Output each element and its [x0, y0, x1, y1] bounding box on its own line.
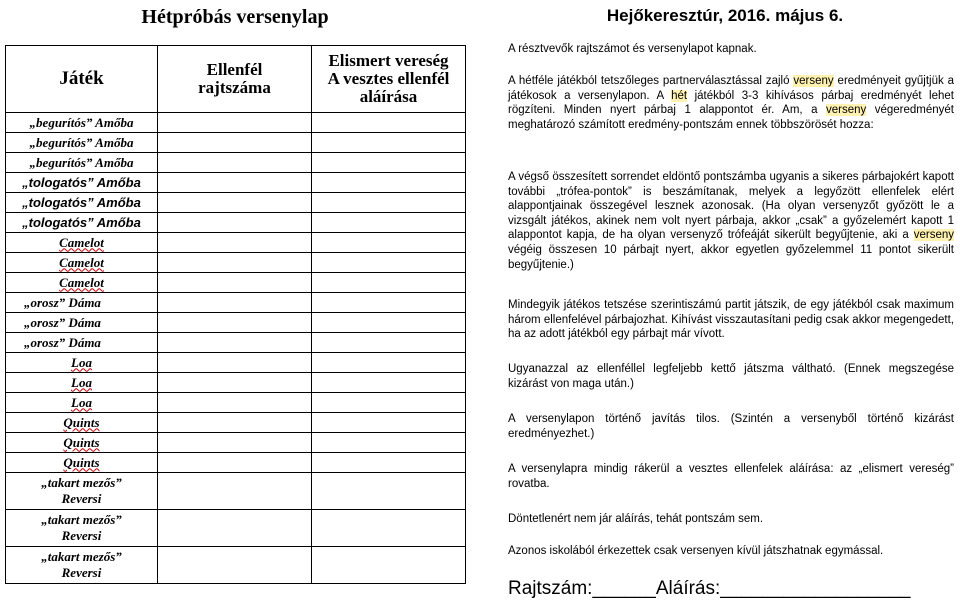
signature-cell[interactable]: [312, 453, 466, 473]
score-sheet: [0, 0, 470, 608]
game-name-cell: „tologatós” Amőba: [6, 193, 158, 213]
opponent-number-cell[interactable]: [158, 213, 312, 233]
opponent-number-cell[interactable]: [158, 113, 312, 133]
table-row: [6, 547, 466, 584]
opponent-number-cell[interactable]: [158, 373, 312, 393]
game-name-cell: „tologatós” Amőba: [6, 213, 158, 233]
opponent-number-cell[interactable]: [158, 510, 312, 547]
opponent-number-cell[interactable]: [158, 473, 312, 510]
table-row: [6, 433, 466, 453]
opponent-number-cell[interactable]: [158, 353, 312, 373]
signature-cell[interactable]: [312, 173, 466, 193]
rule-paragraph-4: Mindegyik játékos tetszése szerintiszámú partit játszik, de egy játékból csak maximum három ellenfelével párbajozhat. Kihívást visszautasítani pedig csak akkor megengedett, ha az adott játékból egy párbajt már vívott.: [508, 299, 954, 341]
signature-cell[interactable]: [312, 153, 466, 173]
place-date: Hejőkeresztúr, 2016. május 6.: [606, 6, 844, 25]
opponent-number-cell[interactable]: [158, 253, 312, 273]
table-row: [6, 353, 466, 373]
table-row: [6, 333, 466, 353]
game-name-cell: Camelot: [6, 253, 158, 273]
game-name-cell: „tologatós” Amőba: [6, 173, 158, 193]
signature-cell[interactable]: [312, 413, 466, 433]
rule-paragraph-2: A hétféle játékból tetszőleges partnerválasztással zajló verseny eredményeit gyűjtjük a játékosok a versenylapon. A hét játékból 3-3 kihívásos párbaj eredményét lehet rögzíteni. Minden nyert párbaj 1 alappontot ér. Am, a verseny végeredményét meghatározó számított eredmény-pontszám ennek többszörösét hozza:: [508, 75, 954, 131]
rule-paragraph-7: A versenylapra mindig rákerül a vesztes ellenfelek aláírása: az „elismert vereség” rovatba.: [508, 463, 954, 490]
table-row: [6, 453, 466, 473]
table-row: [6, 193, 466, 213]
table-row: [6, 373, 466, 393]
game-name-cell: „orosz” Dáma: [6, 333, 158, 353]
header-game: Játék: [6, 46, 158, 113]
game-name-cell: Loa: [6, 373, 158, 393]
signature-cell[interactable]: [312, 113, 466, 133]
signature-cell[interactable]: [312, 233, 466, 253]
signature-cell[interactable]: [312, 353, 466, 373]
header-signature: Elismert vereség A vesztes ellenfél aláírása: [312, 46, 466, 113]
table-row: [6, 153, 466, 173]
game-name-cell: „orosz” Dáma: [6, 313, 158, 333]
signature-cell[interactable]: [312, 293, 466, 313]
game-name-cell: „takart mezős” Reversi: [6, 547, 158, 584]
table-row: [6, 253, 466, 273]
opponent-number-cell[interactable]: [158, 333, 312, 353]
game-name-cell: Loa: [6, 353, 158, 373]
rule-paragraph-1: A résztvevők rajtszámot és versenylapot kapnak.: [508, 43, 757, 55]
rule-paragraph-5: Ugyanazzal az ellenféllel legfeljebb kettő játszma váltható. (Ennek megszegése kizárást von maga után.): [508, 363, 954, 390]
signature-cell[interactable]: [312, 273, 466, 293]
signature-cell[interactable]: [312, 133, 466, 153]
game-name-cell: Loa: [6, 393, 158, 413]
table-row: [6, 133, 466, 153]
game-name-cell: Camelot: [6, 233, 158, 253]
opponent-number-cell[interactable]: [158, 133, 312, 153]
table-row: [6, 173, 466, 193]
game-name-cell: „orosz” Dáma: [6, 293, 158, 313]
signature-cell[interactable]: [312, 393, 466, 413]
opponent-number-cell[interactable]: [158, 433, 312, 453]
game-name-cell: Camelot: [6, 273, 158, 293]
table-row: [6, 393, 466, 413]
game-name-cell: „begurítós” Amőba: [6, 133, 158, 153]
opponent-number-cell[interactable]: [158, 393, 312, 413]
sheet-title: Hétpróbás versenylap: [141, 6, 329, 28]
table-row: [6, 413, 466, 433]
opponent-number-cell[interactable]: [158, 413, 312, 433]
opponent-number-cell[interactable]: [158, 233, 312, 253]
table-row: [6, 113, 466, 133]
opponent-number-cell[interactable]: [158, 547, 312, 584]
table-row: [6, 213, 466, 233]
opponent-number-cell[interactable]: [158, 193, 312, 213]
table-row: [6, 293, 466, 313]
rules-sheet: [490, 0, 960, 608]
opponent-number-cell[interactable]: [158, 173, 312, 193]
signature-cell[interactable]: [312, 313, 466, 333]
game-name-cell: „begurítós” Amőba: [6, 153, 158, 173]
table-row: [6, 273, 466, 293]
opponent-number-cell[interactable]: [158, 273, 312, 293]
table-row: [6, 233, 466, 253]
game-name-cell: „takart mezős” Reversi: [6, 510, 158, 547]
signature-cell[interactable]: [312, 193, 466, 213]
signature-cell[interactable]: [312, 253, 466, 273]
score-table: [5, 45, 466, 584]
opponent-number-cell[interactable]: [158, 313, 312, 333]
game-name-cell: Quints: [6, 433, 158, 453]
game-name-cell: „takart mezős” Reversi: [6, 473, 158, 510]
rule-paragraph-8: Döntetlenért nem jár aláírás, tehát pontszám sem.: [508, 513, 764, 525]
rule-paragraph-9: Azonos iskolából érkezettek csak versenyen kívül játszhatnak egymással.: [508, 545, 884, 557]
table-row: [6, 313, 466, 333]
table-row: [6, 510, 466, 547]
signature-cell[interactable]: [312, 433, 466, 453]
signature-cell[interactable]: [312, 547, 466, 584]
signature-cell[interactable]: [312, 213, 466, 233]
opponent-number-cell[interactable]: [158, 453, 312, 473]
game-name-cell: Quints: [6, 453, 158, 473]
opponent-number-cell[interactable]: [158, 293, 312, 313]
game-name-cell: Quints: [6, 413, 158, 433]
start-number-signature-line: Rajtszám:______Aláírás:__________________: [508, 578, 911, 599]
rule-paragraph-6: A versenylapon történő javítás tilos. (Szintén a versenyből történő kizárást eredményezhet.): [508, 413, 954, 440]
header-opponent: Ellenfél rajtszáma: [158, 46, 312, 113]
signature-cell[interactable]: [312, 510, 466, 547]
opponent-number-cell[interactable]: [158, 153, 312, 173]
rule-paragraph-3: A végső összesített sorrendet eldöntő pontszámba ugyanis a sikeres párbajokért kapott további „trófea-pontok” is beszámítanak, melyek a legyőzött ellenfelek elért alappontjainak összegével lesznek azonosak. (Ha olyan versenyzőt győzött le a vizsgált játékos, akinek nem volt nyert párbaja, akkor „csak” a győzelemért kapott 1 alappontot kapja, de ha olyan versenyző trófeáját sikerült begyűjtenie, aki a verseny végéig összesen 10 párbajt nyert, akkor egyetlen győzelemmel 11 pontot sikerült begyűjtenie.): [508, 171, 954, 271]
signature-cell[interactable]: [312, 373, 466, 393]
game-name-cell: „begurítós” Amőba: [6, 113, 158, 133]
signature-cell[interactable]: [312, 333, 466, 353]
table-row: [6, 473, 466, 510]
signature-cell[interactable]: [312, 473, 466, 510]
